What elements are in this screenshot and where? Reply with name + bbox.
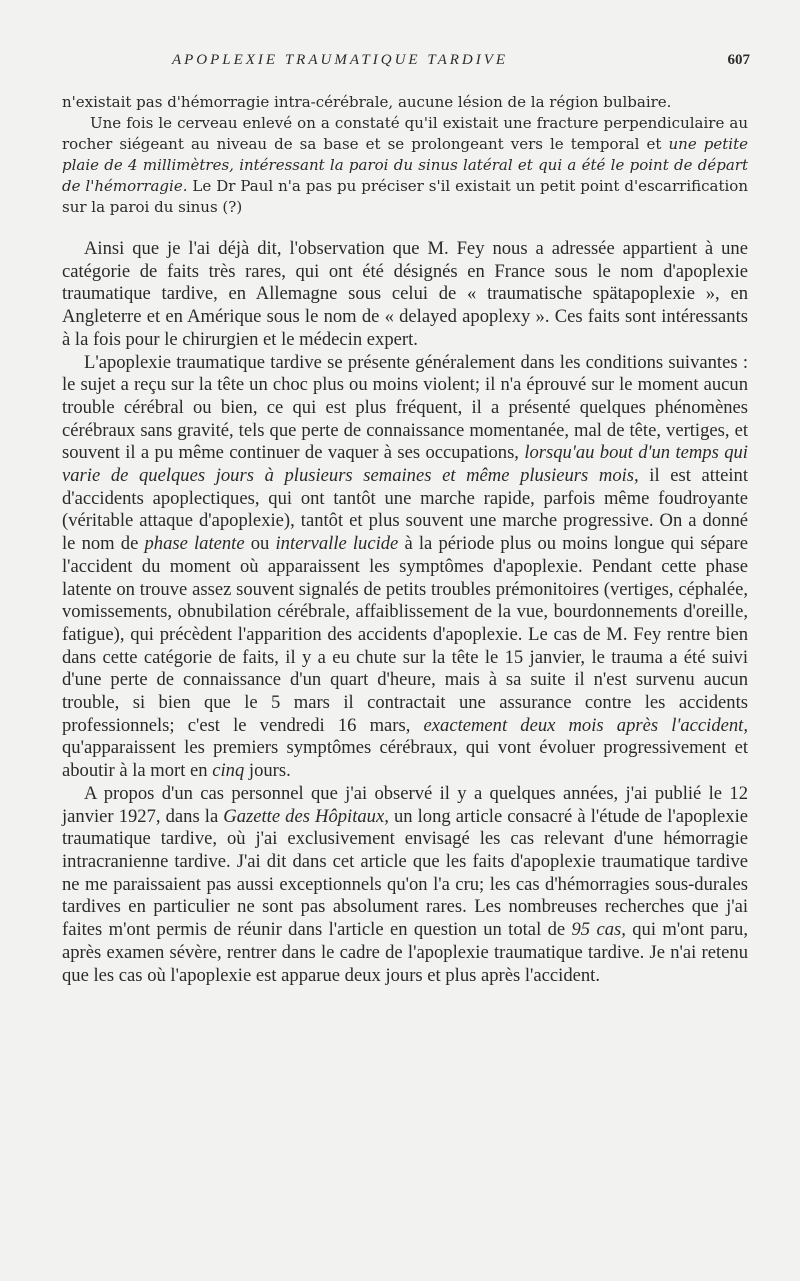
running-title: APOPLEXIE TRAUMATIQUE TARDIVE [171, 52, 509, 68]
case-report-excerpt [62, 92, 748, 218]
body-paragraph: A propos d'un cas personnel que j'ai observé il y a quelques années, j'ai publié le 12 janvier 1927, dans la Gazette des Hôpitaux, un long article consacré à l'étude de l'apoplexie traumatique tardive, où j'ai exclusivement envisagé les cas relevant d'une hémorragie intracranienne tardive. J'ai dit dans cet article que les faits d'apoplexie traumatique tardive ne me paraissaient pas aussi exceptionnels qu'on l'a cru; les cas d'hémorragies sous-durales tardives en particulier ne sont pas absolument rares. Les nombreuses recherches que j'ai faites m'ont permis de réunir dans l'article en question un total de 95 cas, qui m'ont paru, après examen sévère, rentrer dans le cadre de l'apoplexie traumatique tardive. Je n'ai retenu que les cas où l'apoplexie est apparue deux jours et plus après l'accident. [62, 782, 748, 986]
page-number: 607 [727, 52, 750, 68]
case-note-paragraph: Une fois le cerveau enlevé on a constaté qu'il existait une fracture perpendiculaire au rocher siégeant au niveau de sa base et se prolongeant vers le temporal et une petite plaie de 4 millimètres, intéressant la paroi du sinus latéral et qui a été le point de départ de l'hémorragie. Le Dr Paul n'a pas pu préciser s'il existait un petit point d'escarrification sur la paroi du sinus (?) [62, 114, 748, 216]
body-paragraph: Ainsi que je l'ai déjà dit, l'observation que M. Fey nous a adressée appartient à une catégorie de faits très rares, qui ont été désignés en France sous le nom d'apoplexie traumatique tardive, en Allemagne sous celui de « traumatische spätapoplexie », en Angleterre et en Amérique sous le nom de « delayed apoplexy ». Ces faits sont intéressants à la fois pour le chirurgien et le médecin expert. [62, 238, 748, 350]
body-paragraph: L'apoplexie traumatique tardive se présente généralement dans les conditions suivantes : le sujet a reçu sur la tête un choc plus ou moins violent; il n'a éprouvé sur le moment aucun trouble cérébral ou bien, ce qui est plus fréquent, il a présenté quelques phénomènes cérébraux sans gravité, tels que perte de connaissance momentanée, mal de tête, vertiges, et souvent il a pu même continuer de vaquer à ses occupations, lorsqu'au bout d'un temps qui varie de quelques jours à plusieurs semaines et même plusieurs mois, il est atteint d'accidents apoplectiques, qui ont tantôt une marche rapide, parfois même foudroyante (véritable attaque d'apoplexie), tantôt et plus souvent une marche progressive. On a donné le nom de phase latente ou intervalle lucide à la période plus ou moins longue qui sépare l'accident du moment où apparaissent les symptômes d'apoplexie. Pendant cette phase latente on trouve assez souvent signalés de petits troubles prémonitoires (vertiges, céphalée, vomissements, obnubilation cérébrale, affaiblissement de la vue, bourdonnements d'oreille, fatigue), qui précèdent l'apparition des accidents d'apoplexie. Le cas de M. Fey rentre bien dans cette catégorie de faits, il y a eu chute sur la tête le 15 janvier, le trauma a été suivi d'une perte de connaissance d'un quart d'heure, mais à sa suite il n'est survenu aucun trouble, si bien que le 5 mars il contractait une assurance contre les accidents professionnels; c'est le vendredi 16 mars, exactement deux mois après l'accident, qu'apparaissent les premiers symptômes cérébraux, qui vont évoluer progressivement et aboutir à la mort en cinq jours. [62, 351, 748, 782]
case-note-paragraph: n'existait pas d'hémorragie intra-cérébrale, aucune lésion de la région bulbaire. [62, 93, 672, 111]
main-text [62, 238, 748, 987]
page-header [60, 52, 750, 76]
